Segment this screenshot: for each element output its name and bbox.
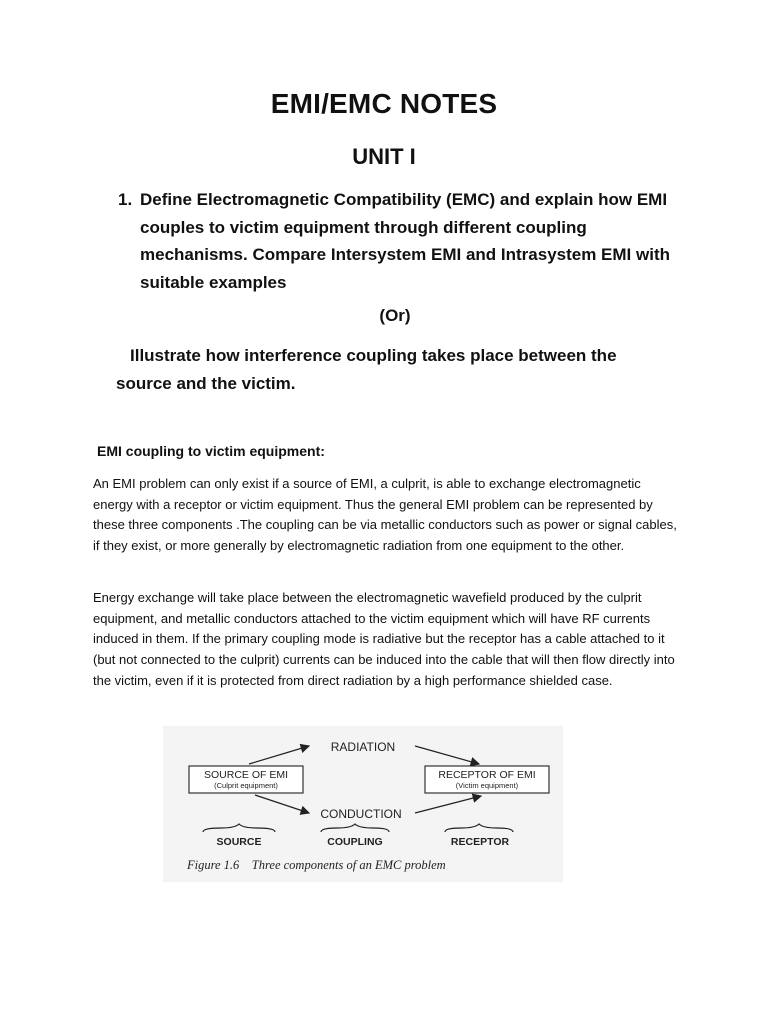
- receptor-brace: [445, 824, 513, 832]
- receptor-box-title: RECEPTOR OF EMI: [438, 769, 536, 781]
- paragraph-1: An EMI problem can only exist if a source of EMI, a culprit, is able to exchange electromagnetic energy with a receptor or victim equipment. Thus the general EMI problem can be represented by these three components .The coupling can be via metallic conductors such as power or signal cables, if they exist, or more generally by electromagnetic radiation from one equipment to the other.: [93, 476, 677, 554]
- source-brace: [203, 824, 275, 832]
- section-heading: EMI coupling to victim equipment:: [97, 443, 325, 459]
- bottom-label-receptor: RECEPTOR: [450, 836, 510, 848]
- radiation-label: RADIATION: [330, 740, 396, 754]
- radiation-arrow-right: [415, 746, 479, 764]
- or-label: (Or): [379, 306, 411, 325]
- emc-figure: [163, 726, 563, 882]
- conduction-arrow-left: [255, 795, 309, 813]
- source-box-subtitle: (Culprit equipment): [214, 781, 278, 790]
- question-text: Define Electromagnetic Compatibility (EMC) and explain how EMI couples to victim equipment through different coupling mechanisms. Compare Intersystem EMI and Intrasystem EMI with suitable examples: [140, 190, 670, 292]
- question-number: 1.: [118, 190, 133, 209]
- conduction-arrow-right: [415, 796, 481, 813]
- source-box-title: SOURCE OF EMI: [203, 769, 289, 781]
- bottom-label-source: SOURCE: [216, 836, 262, 848]
- unit-title: UNIT I: [352, 144, 416, 169]
- page-title: EMI/EMC NOTES: [270, 88, 498, 119]
- emc-diagram: [163, 726, 563, 882]
- figure-caption: Figure 1.6 Three components of an EMC problem: [187, 858, 446, 872]
- bottom-label-coupling: COUPLING: [327, 836, 383, 848]
- alternate-question: Illustrate how interference coupling takes place between the source and the victim.: [116, 346, 617, 393]
- paragraph-2: Energy exchange will take place between the electromagnetic wavefield produced by the culprit equipment, and metallic conductors attached to the victim equipment which will have RF currents induced in them. If the primary coupling mode is radiative but the receptor has a cable attached to it (but not connected to the culprit) currents can be induced into the cable that will then flow directly into the victim, even if it is protected from direct radiation by a high performance shielded case.: [93, 590, 675, 688]
- conduction-label: CONDUCTION: [320, 807, 402, 821]
- question-1: [118, 186, 678, 296]
- coupling-brace: [321, 824, 389, 832]
- receptor-box-subtitle: (Victim equipment): [455, 781, 519, 790]
- radiation-arrow-left: [249, 746, 309, 764]
